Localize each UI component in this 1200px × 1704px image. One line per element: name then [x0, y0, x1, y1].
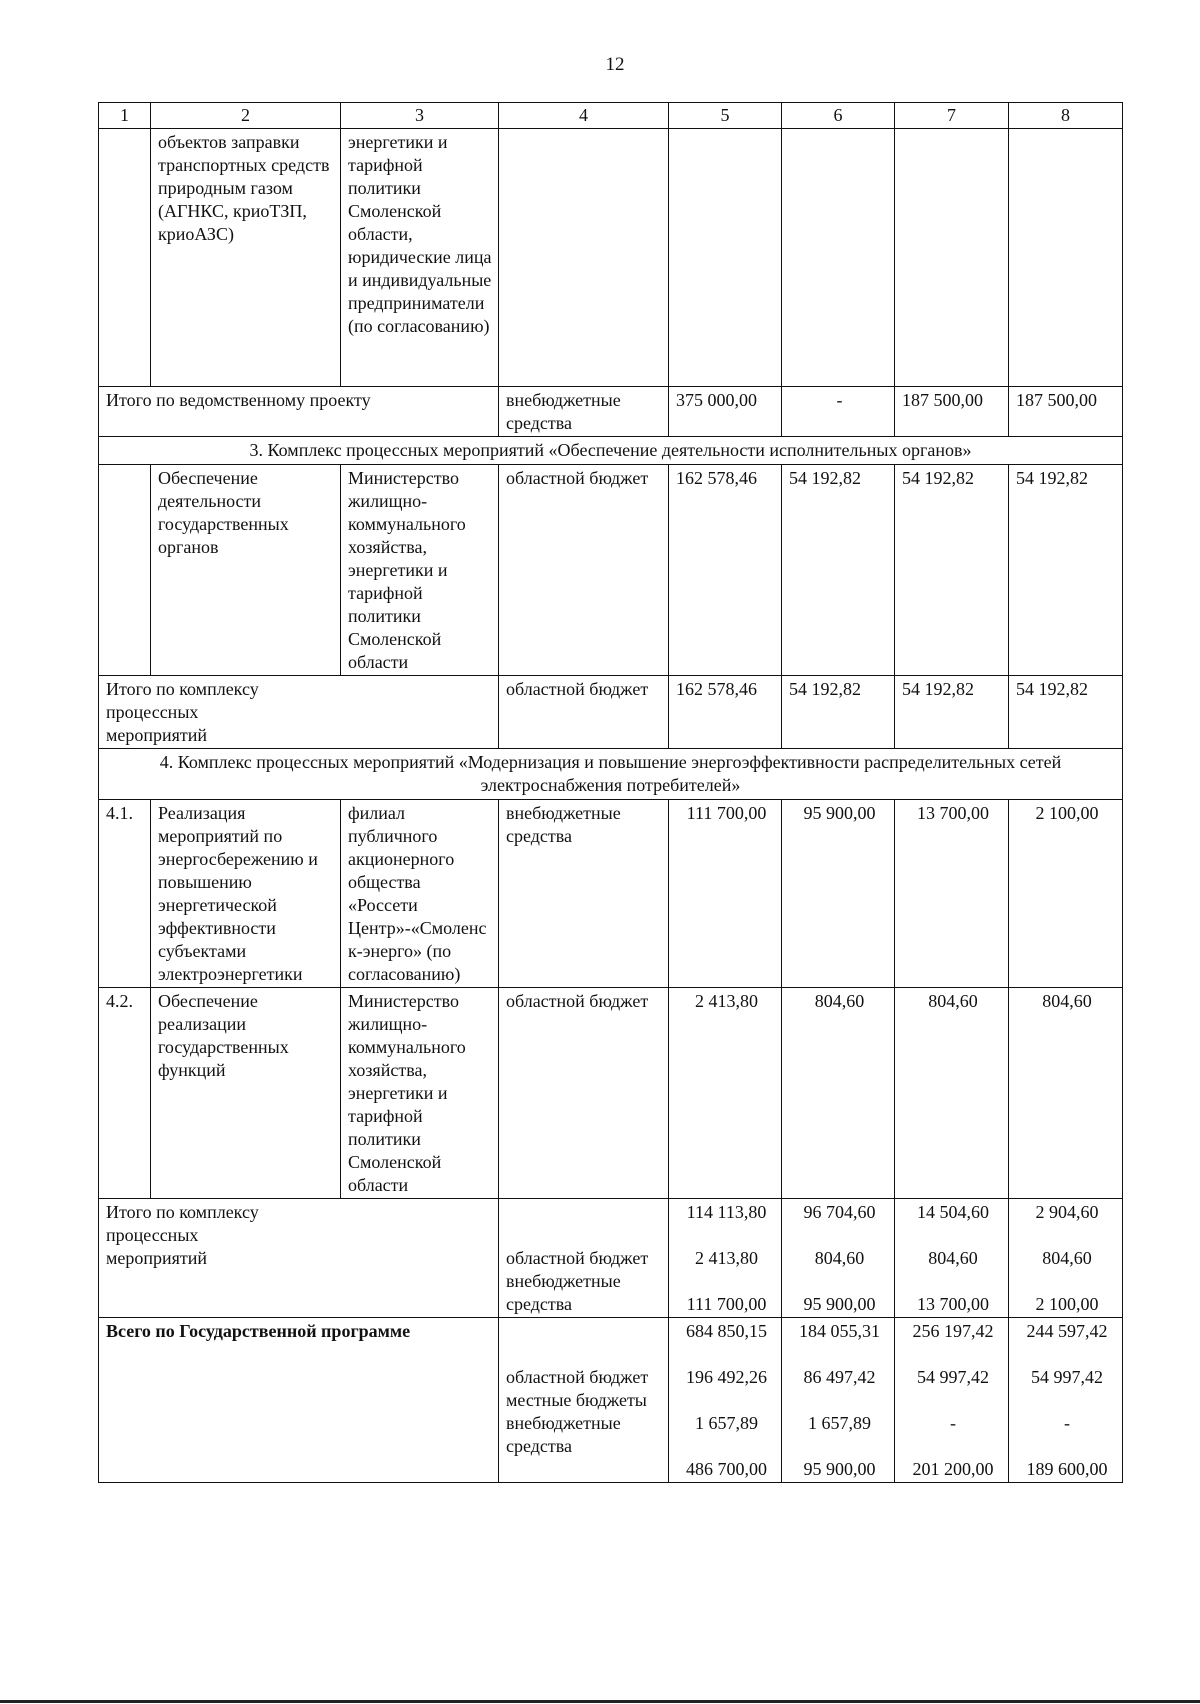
value-col6: 54 192,82	[782, 465, 895, 676]
grand-total-row	[99, 1318, 1123, 1483]
responsible-executor: Министерство жилищно-коммунального хозяйства, энергетики и тарифной политики Смоленской области	[341, 988, 499, 1199]
value-col8: 187 500,00	[1009, 387, 1123, 437]
funding-sources	[499, 1318, 669, 1483]
value-col6: -	[782, 387, 895, 437]
funding-source: областной бюджет	[506, 1367, 649, 1387]
funding-source: областной бюджет	[499, 676, 669, 749]
responsible-executor: энергетики и тарифной политики Смоленской области, юридические лица и индивидуальные предприниматели (по согласованию)	[341, 129, 499, 387]
total-row	[99, 676, 1123, 749]
value-regional: 804,60	[814, 1248, 865, 1268]
header-cell: 7	[895, 103, 1009, 129]
value-col5: 2 413,80	[669, 988, 782, 1199]
value-col6: 54 192,82	[782, 676, 895, 749]
table-row	[99, 465, 1123, 676]
funding-source: областной бюджет	[506, 1248, 649, 1268]
value-extra: 486 700,00	[686, 1459, 767, 1479]
header-cell: 5	[669, 103, 782, 129]
value-extra: 13 700,00	[917, 1294, 989, 1314]
row-number: 4.2.	[99, 988, 151, 1199]
activity-name: Обеспечение деятельности государственных органов	[151, 465, 341, 676]
value-col7: 13 700,00	[895, 800, 1009, 988]
value-regional: 54 997,42	[917, 1367, 989, 1387]
value-regional: 804,60	[928, 1248, 978, 1268]
header-cell: 1	[99, 103, 151, 129]
value-sum: 256 197,42	[912, 1321, 994, 1341]
values-col6	[782, 1199, 895, 1318]
total-row	[99, 387, 1123, 437]
value-col5: 162 578,46	[669, 465, 782, 676]
header-cell: 2	[151, 103, 341, 129]
value-col8: 54 192,82	[1009, 676, 1123, 749]
value-sum: 244 597,42	[1026, 1321, 1108, 1341]
activity-name: Обеспечение реализации государственных функций	[151, 988, 341, 1199]
value-extra: 95 900,00	[803, 1294, 876, 1314]
value-col5: 111 700,00	[669, 800, 782, 988]
values-col5	[669, 1318, 782, 1483]
value-sum: 14 504,60	[917, 1202, 989, 1222]
table-row	[99, 988, 1123, 1199]
funding-source: внебюджетные средства	[499, 800, 669, 988]
page-number: 12	[605, 54, 625, 75]
values-col7	[895, 1318, 1009, 1483]
value-regional: 54 997,42	[1031, 1367, 1103, 1387]
values-col7	[895, 1199, 1009, 1318]
total-label: Итого по ведомственному проекту	[99, 387, 499, 437]
values-col6	[782, 1318, 895, 1483]
funding-source: местные бюджеты	[506, 1390, 647, 1410]
section-title-row	[99, 437, 1123, 465]
value-local: -	[1064, 1413, 1070, 1433]
value-extra: 111 700,00	[686, 1294, 767, 1314]
table-header-row	[99, 103, 1123, 129]
section-4-title: 4. Комплекс процессных мероприятий «Модернизация и повышение энергоэффективности распределительных сетей электроснабжения потребителей»	[99, 749, 1123, 800]
value-sum: 2 904,60	[1035, 1202, 1099, 1222]
funding-source: внебюджетные средства	[506, 1271, 621, 1314]
responsible-executor: филиал публичного акционерного общества «Россети Центр»-«Смоленск-энерго» (по согласованию)	[341, 800, 499, 988]
values-col8	[1009, 1199, 1123, 1318]
value-local: -	[950, 1413, 956, 1433]
value-col8: 2 100,00	[1009, 800, 1123, 988]
value-regional: 2 413,80	[695, 1248, 758, 1268]
value-extra: 2 100,00	[1035, 1294, 1099, 1314]
value-extra: 201 200,00	[912, 1459, 994, 1479]
value-extra: 189 600,00	[1026, 1459, 1108, 1479]
funding-source: областной бюджет	[499, 465, 669, 676]
table-row	[99, 800, 1123, 988]
total-label: Итого по комплексу процессных мероприятий	[99, 1199, 499, 1318]
grand-total-label: Всего по Государственной программе	[99, 1318, 499, 1483]
funding-source: внебюджетные средства	[499, 387, 669, 437]
value-local: 1 657,89	[695, 1413, 758, 1433]
table-row	[99, 129, 1123, 387]
funding-source: внебюджетные средства	[506, 1413, 621, 1456]
value-col8: 54 192,82	[1009, 465, 1123, 676]
value-col7: 187 500,00	[895, 387, 1009, 437]
funding-sources	[499, 1199, 669, 1318]
value-sum: 184 055,31	[799, 1321, 880, 1341]
value-col6: 95 900,00	[782, 800, 895, 988]
value-col5: 375 000,00	[669, 387, 782, 437]
value-regional: 196 492,26	[686, 1367, 767, 1387]
value-sum: 96 704,60	[803, 1202, 876, 1222]
values-col5	[669, 1199, 782, 1318]
value-regional: 86 497,42	[803, 1367, 876, 1387]
values-col8	[1009, 1318, 1123, 1483]
header-cell: 3	[341, 103, 499, 129]
value-col8: 804,60	[1009, 988, 1123, 1199]
value-col6: 804,60	[782, 988, 895, 1199]
value-sum: 684 850,15	[686, 1321, 767, 1341]
section-3-title: 3. Комплекс процессных мероприятий «Обеспечение деятельности исполнительных органов»	[99, 437, 1123, 465]
responsible-executor: Министерство жилищно-коммунального хозяйства, энергетики и тарифной политики Смоленской области	[341, 465, 499, 676]
value-sum: 114 113,80	[686, 1202, 767, 1222]
value-col7: 804,60	[895, 988, 1009, 1199]
funding-source: областной бюджет	[499, 988, 669, 1199]
activity-name: Реализация мероприятий по энергосбережению и повышению энергетической эффективности субъектами электроэнергетики	[151, 800, 341, 988]
header-cell: 6	[782, 103, 895, 129]
row-number: 4.1.	[99, 800, 151, 988]
value-local: 1 657,89	[808, 1413, 871, 1433]
value-col5: 162 578,46	[669, 676, 782, 749]
value-col7: 54 192,82	[895, 465, 1009, 676]
total-label: Итого по комплексу процессных мероприятий	[99, 676, 499, 749]
value-col7: 54 192,82	[895, 676, 1009, 749]
header-cell: 8	[1009, 103, 1123, 129]
header-cell: 4	[499, 103, 669, 129]
section-title-row	[99, 749, 1123, 800]
bottom-edge-line	[0, 1700, 1200, 1703]
activity-name: объектов заправки транспортных средств природным газом (АГНКС, криоТЗП, криоАЗС)	[151, 129, 341, 387]
value-extra: 95 900,00	[803, 1459, 876, 1479]
value-regional: 804,60	[1042, 1248, 1092, 1268]
total-row	[99, 1199, 1123, 1318]
budget-table	[98, 102, 1123, 1483]
